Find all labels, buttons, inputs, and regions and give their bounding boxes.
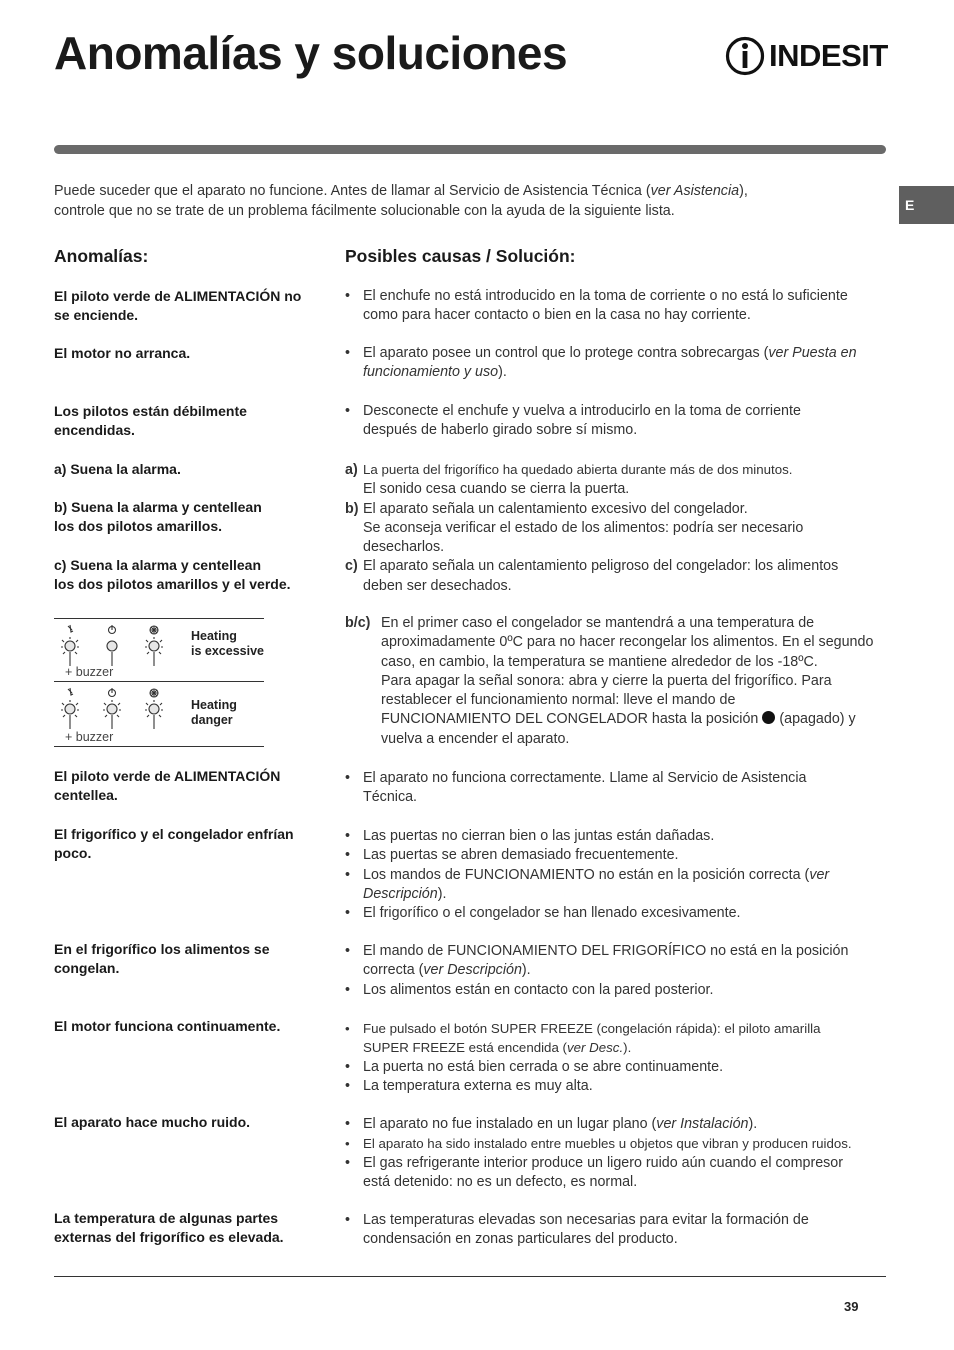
indesit-i-icon (725, 34, 765, 78)
panel-label: Heating danger (191, 698, 237, 727)
brand-wordmark: INDESIT (769, 38, 888, 73)
indicator-lights-icon (60, 622, 180, 670)
anomalies-header: Anomalías: (54, 246, 149, 266)
solution-item: • Fue pulsado el botón SUPER FREEZE (congelación rápida): el piloto amarilla SUPER FREEZE está encendida (ver Desc.). • La puerta no está bien cerrada o se abre continuamente. • La temperatura externa es muy alta. (345, 1019, 900, 1096)
solution-item: • El aparato no fue instalado en un lugar plano (ver Instalación). • El aparato ha sido instalado entre muebles u objetos que vibran y producen ruidos. • El gas refrigerante interior produce un ligero ruido aún cuando el compresor está detenido: no es un defecto, es normal. (345, 1115, 900, 1192)
buzzer-label: + buzzer (65, 665, 114, 679)
anomaly-item: b) Suena la alarma y centellean los dos pilotos amarillos. (54, 499, 262, 534)
page-title: Anomalías y soluciones (54, 27, 568, 79)
solution-item-alarms: a) La puerta del frigorífico ha quedado abierta durante más de dos minutos. El sonido cesa cuando se cierra la puerta. b) El aparato señala un calentamiento excesivo del congelador. Se aconseja verificar el estado de los alimentos: podría ser necesario desecharlos. c) El aparato señala un calentamiento peligroso del congelador: los alimentos deben ser desechados. (345, 462, 839, 594)
solution-item-bc: b/c) En el primer caso el congelador se mantendrá a una temperatura de aproximadamente 0ºC para no hacer recongelar los alimentos. En el segundo caso, en cambio, la temperatura se mantiene alrededor de los -18ºC. Para apagar la señal sonora: abra y cierre la puerta del frigorífico. Para restablecer el funcionamiento normal: lleve el mando de FUNCIONAMIENTO DEL CONGELADOR hasta la posición (apagado) y vuelva a encender el aparato. (345, 615, 874, 747)
page-number: 39 (844, 1299, 859, 1314)
indicator-panel-heating-danger (54, 681, 264, 747)
solution-item: • Desconecte el enchufe y vuelva a introducirlo en la toma de corriente después de haberlo girado sobre sí mismo. (345, 402, 900, 441)
solution-item: • El aparato no funciona correctamente. Llame al Servicio de Asistencia Técnica. (345, 769, 900, 808)
footer-divider (54, 1276, 886, 1277)
anomaly-item: La temperatura de algunas partes externas del frigorífico es elevada. (54, 1210, 284, 1245)
buzzer-label: + buzzer (65, 730, 114, 744)
solution-item: • El mando de FUNCIONAMIENTO DEL FRIGORÍFICO no está en la posición correcta (ver Descripción). • Los alimentos están en contacto con la pared posterior. (345, 942, 900, 1000)
anomaly-item: En el frigorífico los alimentos se congelan. (54, 941, 270, 976)
panel-label: Heating is excessive (191, 629, 264, 658)
solution-item: • El enchufe no está introducido en la toma de corriente o no está lo suficiente como para hacer contacto o bien en la casa no hay corriente. (345, 287, 900, 326)
off-position-icon (762, 711, 775, 724)
language-tab: E (899, 186, 954, 224)
brand-logo (725, 34, 887, 78)
anomaly-item: El piloto verde de ALIMENTACIÓN no se enciende. (54, 288, 302, 323)
anomaly-item: El piloto verde de ALIMENTACIÓN centellea. (54, 768, 281, 803)
solution-item: • El aparato posee un control que lo protege contra sobrecargas (ver Puesta en funcionamiento y uso). (345, 344, 900, 383)
anomaly-item: a) Suena la alarma. (54, 461, 181, 477)
indicator-panel-heating-excessive (54, 618, 264, 682)
anomaly-item: Los pilotos están débilmente encendidas. (54, 403, 247, 438)
solution-item: • Las puertas no cierran bien o las juntas están dañadas. • Las puertas se abren demasiado frecuentemente. • Los mandos de FUNCIONAMIENTO no están en la posición correcta (ver Descripción). • El frigorífico o el congelador se han llenado excesivamente. (345, 827, 900, 923)
indicator-lights-icon (60, 685, 180, 733)
anomaly-item: El motor funciona continuamente. (54, 1018, 281, 1034)
solutions-header: Posibles causas / Solución: (345, 246, 576, 266)
header-divider-bar (54, 145, 886, 154)
anomaly-item: El frigorífico y el congelador enfrían poco. (54, 826, 294, 861)
anomaly-item: El aparato hace mucho ruido. (54, 1114, 251, 1130)
anomaly-item: El motor no arranca. (54, 345, 191, 361)
anomaly-item: c) Suena la alarma y centellean los dos pilotos amarillos y el verde. (54, 557, 291, 592)
intro-text: Puede suceder que el aparato no funcione. Antes de llamar al Servicio de Asistencia Técnica (ver Asistencia), controle que no se trate de un problema fácilmente solucionable con la ayuda de la siguiente lista. (54, 183, 748, 219)
solution-item: • Las temperaturas elevadas son necesarias para evitar la formación de condensación en zonas particulares del producto. (345, 1211, 900, 1250)
